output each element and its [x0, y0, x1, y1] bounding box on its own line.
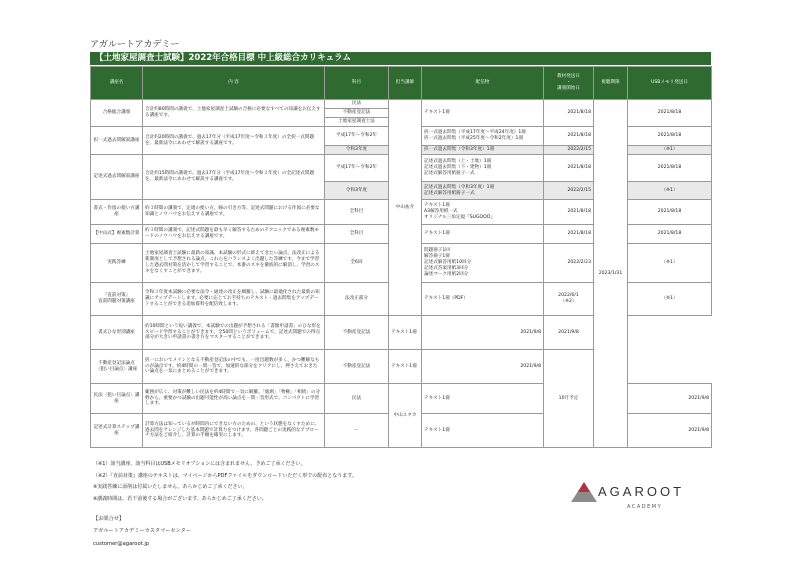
date-cell: 2022/2/23 — [544, 244, 594, 283]
teacher-cell: 中山祐介 — [389, 100, 422, 316]
table-row — [91, 100, 712, 109]
subject-cell: 平成17年～令和2年 — [325, 127, 389, 146]
materials-cell: テキスト1冊 — [389, 316, 422, 350]
content-cell: 合計約80時間の講義で、土地家屋調査士試験の合格に必要なすべての知識をお伝えする講座です。 — [143, 100, 325, 127]
subject-cell: 民法 — [325, 384, 389, 414]
subject-cell: 民法 — [325, 100, 389, 109]
teacher-cell: 中山ユタカ — [389, 384, 422, 448]
header-materials: 配信物 — [422, 67, 544, 100]
content-cell: 令和３年度本試験に必要な法令・通達の改正を網羅し、試験に最適化された最新の知識にアップデートします。必要に応じてお手持ちのテキスト・過去問集をアップデートすることができる追加資料を配信致します。 — [143, 283, 325, 316]
header-course: 講座名 — [91, 67, 143, 100]
agaroot-logo — [570, 481, 700, 521]
contact-block — [93, 513, 191, 550]
header-content: 内 容 — [143, 67, 325, 100]
content-cell: 約10時間という短い講義で、本試験での出題が予想される「書類申請書」のひな形をスピード学習することができます。全50問というボリュームで、記述式問題での得点部分が大きい申請書の書き方をマスターすることができます。 — [143, 316, 325, 350]
course-cell: 記述式過去問解説講座 — [91, 155, 143, 200]
content-cell: 範囲が広く、対策が難しい民法を約4時間で一気に網羅。「総則」「物権」「相続」の分野から、重要かつ試験の出題可能性が高い論点を一問一答形式で、コンパクトに学習します。 — [143, 384, 325, 414]
document-title: 【土地家屋調査士試験】2022年合格目標 中上級総合カリキュラム — [90, 52, 711, 65]
usb-cell: 2021/8/18 — [628, 200, 712, 225]
date-cell: 2021/9/8 — [422, 316, 544, 350]
course-cell: 【中山式】複素数計算 — [91, 225, 143, 244]
usb-cell: 2021/9/8 — [544, 316, 594, 350]
course-cell: 書式・作図の使い方講座 — [91, 200, 143, 225]
course-cell: 合格総合講義 — [91, 100, 143, 127]
course-cell: 『直前対策』 直前問題対策講座 — [91, 283, 143, 316]
course-cell: 不動産登記法論点 〈狙い目論点〉講座 — [91, 350, 143, 384]
materials-cell: テキスト1冊 A3解答用紙一式 オリジナル三角定規『SUGOOO』 — [422, 200, 544, 225]
header-teacher: 担当講師 — [389, 67, 422, 100]
content-cell: 約３時間の講義で、記述式問題を最も早く解答するためのテクニックである複素数モードのノウハウをお伝えする講座です。 — [143, 225, 325, 244]
course-cell: 記述式計算ステップ講座 — [91, 414, 143, 448]
subject-cell: 全科目 — [325, 225, 389, 244]
course-cell: 書式ひな形別講座 — [91, 316, 143, 350]
usb-cell: （※1） — [628, 283, 712, 316]
logo-subtitle: ACADEMY — [627, 504, 663, 510]
content-cell: 計算方法は知っているが時間内にできない方のための、という状態をなくすために、過去問をアレンジした基本問題で計算力をつけます。各問題ごとの実践的なアプローチ方法をご紹介し、計算の手順を確実にします。 — [143, 414, 325, 448]
date-cell: 2021/8/18 — [544, 100, 594, 127]
date-cell: 2021/8/18 — [544, 200, 594, 225]
date-cell: 2021/9/8 — [422, 350, 544, 384]
curriculum-table — [90, 66, 712, 448]
content-cell: 約３時間の講義で、定規の使い方、線の引き方等、記述式問題における作図に必要な知識とノウハウをお伝えする講座です。 — [143, 200, 325, 225]
course-cell: 民法〈狙い目論点〉講座 — [91, 384, 143, 414]
usb-cell: 2021/8/18 — [628, 225, 712, 244]
materials-cell: テキスト1冊 — [422, 225, 544, 244]
footnote: ※実践答練に添削は付属いたしません。あらかじめご了承ください。 — [93, 484, 248, 491]
materials-cell: テキスト1冊 — [422, 414, 544, 448]
subject-cell: 不動産登記法 — [325, 316, 389, 350]
course-cell: 実践答練 — [91, 244, 143, 283]
brand-name: アガルートアカデミー — [90, 40, 180, 50]
subject-cell: 不動産登記法 — [325, 109, 389, 118]
course-cell: 択一式過去問解説講座 — [91, 127, 143, 155]
materials-cell: テキスト1冊 — [422, 100, 544, 127]
content-cell: 合計約20時間の講義で、過去17年分（平成17年度～令和３年度）の全択一式問題を、最新法令にあわせて解説する講座です。 — [143, 127, 325, 155]
usb-cell: （※1） — [628, 182, 712, 200]
footnotes — [93, 459, 357, 506]
materials-cell: 問題冊子1回 解答冊子1冊 記述式解答用紙10回分 記述式答案用紙3回分 論述マーク用紙2回分 — [422, 244, 544, 283]
usb-cell: 2021/8/18 — [628, 155, 712, 182]
materials-cell: 記述式過去問集（令和3年度）1冊 記述式解答用紙冊子一式 — [422, 182, 544, 200]
header-usb: USBメモリ発送日 — [628, 67, 712, 100]
materials-cell: 記述式過去問集（上・土地）1冊 記述式過去問集（下・建物）1冊 記述式解答用紙冊子一式 — [422, 155, 544, 182]
content-cell: 合計約15時間の講義で、過去17年分（平成17年度～令和３年度）の全記述式問題を、最新法令にあわせて解説する講座です。 — [143, 155, 325, 200]
date-cell: 2021/8/18 — [544, 155, 594, 182]
date-cell: 2022/6/1 （※2） — [544, 283, 594, 316]
subject-cell: ー — [325, 414, 389, 448]
subject-cell: 不動産登記法 — [325, 350, 389, 384]
contact-heading: 【お問合せ】 — [93, 516, 125, 522]
usb-cell: （※1） — [628, 146, 712, 155]
subject-cell: 令和3年度 — [325, 182, 389, 200]
materials-cell: 択一式過去問集（令和3年度）1冊 — [422, 146, 544, 155]
usb-cell: 2021/8/18 — [628, 100, 712, 127]
header-expiry: 視聴期限 — [594, 67, 628, 100]
logo-wordmark: AGAROOT — [598, 484, 685, 499]
usb-cell: （※1） — [628, 244, 712, 283]
content-cell: 土地家屋調査士試験に最新の知識、本試験の形式に即えてきたい論点、法改正による新制度として予想される論点、これらをバランスよく出題した答練です。今まで学習した過去問対策を活かして学習することで、本番のスキを徹底的に解消し、学習のスキをなくすことができます。 — [143, 244, 325, 283]
footnote: （※2）『直前対策』講座のテキストは、マイページからPDFファイルをダウンロードいただく形での配布となります。 — [93, 472, 357, 479]
footnote: （※1）該当講座、該当科目はUSBメモリオプションには含まれません。予めご了承ください。 — [93, 461, 306, 467]
contact-center: アガルートアカデミーカスタマーセンター — [93, 528, 191, 535]
date-cell: 2022/2/15 — [544, 146, 594, 155]
footnote: ※講義時間は、若干前後する場合がございます。あらかじめご了承ください。 — [93, 496, 267, 503]
subject-cell: 法改正部分 — [325, 283, 389, 316]
triangle-logo-icon — [570, 481, 598, 503]
expiry-cell: 2023/1/31 — [594, 100, 628, 448]
date-cell: 2022/2/15 — [544, 182, 594, 200]
date-cell: 2021/8/18 — [544, 127, 594, 146]
header-subject: 科目 — [325, 67, 389, 100]
subject-cell: 令和3年度 — [325, 146, 389, 155]
date-cell: 2021/9/8 — [628, 414, 712, 448]
date-cell: 2021/9/8 — [628, 384, 712, 414]
header-date: 教材発送日 ・ 講義開始日 — [544, 67, 594, 100]
table-header-row — [91, 67, 712, 100]
content-cell: 択一においてメインとなる不動産登記法の中でも、一度出題数が多く、かつ難解なものが論点です。約4時間の一問一答で、加速的な部分をクリアにし、押さえておきたい論点を一気にまとめることができます。 — [143, 350, 325, 384]
materials-cell: 択一式過去問集（平成17年度～平成24年度）1冊 択一式過去問集（平成25年度～令和2年度）1冊 — [422, 127, 544, 146]
materials-cell: テキスト1冊 — [389, 350, 422, 384]
materials-cell: テキスト1冊（PDF） — [422, 283, 544, 316]
subject-cell: 土地家屋調査士法 — [325, 118, 389, 127]
usb-cell-shared: 10月予定 — [544, 350, 594, 448]
materials-cell: テキスト1冊 — [422, 384, 544, 414]
usb-cell: 2021/8/18 — [628, 127, 712, 146]
subject-cell: 全6回 — [325, 244, 389, 283]
date-cell: 2021/8/18 — [544, 225, 594, 244]
contact-email[interactable]: customer@agaroot.jp — [93, 540, 150, 547]
subject-cell: 全科目 — [325, 200, 389, 225]
subject-cell: 平成17年～令和2年 — [325, 155, 389, 182]
